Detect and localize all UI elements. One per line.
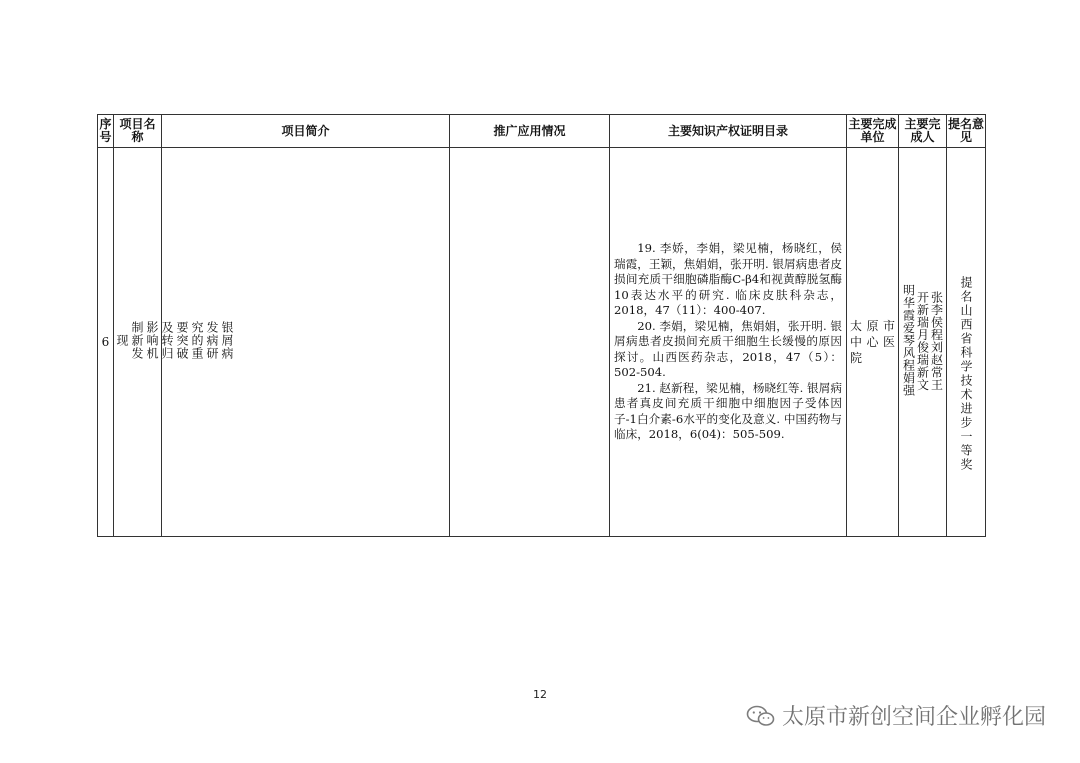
watermark	[746, 700, 1046, 731]
achievement-table	[97, 114, 986, 537]
header-intro: 项目简介	[162, 115, 450, 148]
ip-item-21: 21. 赵新程，梁见楠，杨晓红等. 银屑病患者真皮间充质干细胞中细胞因子受体因子-1白介素-6水平的变化及意义. 中国药物与临床，2018，6(04)：505-509.	[614, 380, 842, 442]
header-unit: 主要完成单位	[847, 115, 899, 148]
cell-opinion	[947, 148, 986, 537]
header-row	[98, 115, 986, 148]
header-project-name: 项目名称	[114, 115, 162, 148]
header-opinion: 提名意见	[947, 115, 986, 148]
people-text: 张李侯程刘赵常王 开新瑞月俊瑞新文 明华霞爱琴风程娟强	[901, 284, 944, 397]
cell-promotion	[450, 148, 610, 537]
header-people: 主要完成人	[899, 115, 947, 148]
watermark-text: 太原市新创空间企业孵化园	[781, 705, 1046, 730]
opinion-text: 提名山西省科学技术进步一等奖	[959, 275, 973, 472]
project-name-text: 银屑病 发病研 究的重 要突破 及转归 影响机 制新发 现	[115, 321, 234, 360]
wechat-icon	[746, 704, 776, 728]
cell-seq: 6	[98, 148, 114, 537]
header-ip-list: 主要知识产权证明目录	[610, 115, 847, 148]
header-promotion: 推广应用情况	[450, 115, 610, 148]
table-row	[98, 148, 986, 537]
cell-people	[899, 148, 947, 537]
header-seq: 序号	[98, 115, 114, 148]
ip-item-19: 19. 李娇，李娟，梁见楠，杨晓红，侯瑞霞，王颖，焦娟娟，张开明. 银屑病患者皮损间充质干细胞磷脂酶C-β4和视黄醇脱氢酶10表达水平的研究. 临床皮肤科杂志，2018，47（11）：400-407.	[614, 241, 842, 318]
page-number: 12	[533, 688, 547, 701]
ip-item-20: 20. 李娟，梁见楠，焦娟娟，张开明. 银屑病患者皮损间充质干细胞生长缓慢的原因探讨。山西医药杂志，2018，47（5）：502-504.	[614, 318, 842, 380]
cell-unit: 太原市中心医院	[847, 148, 899, 537]
cell-ip-list	[610, 148, 847, 537]
cell-project-name	[114, 148, 234, 537]
